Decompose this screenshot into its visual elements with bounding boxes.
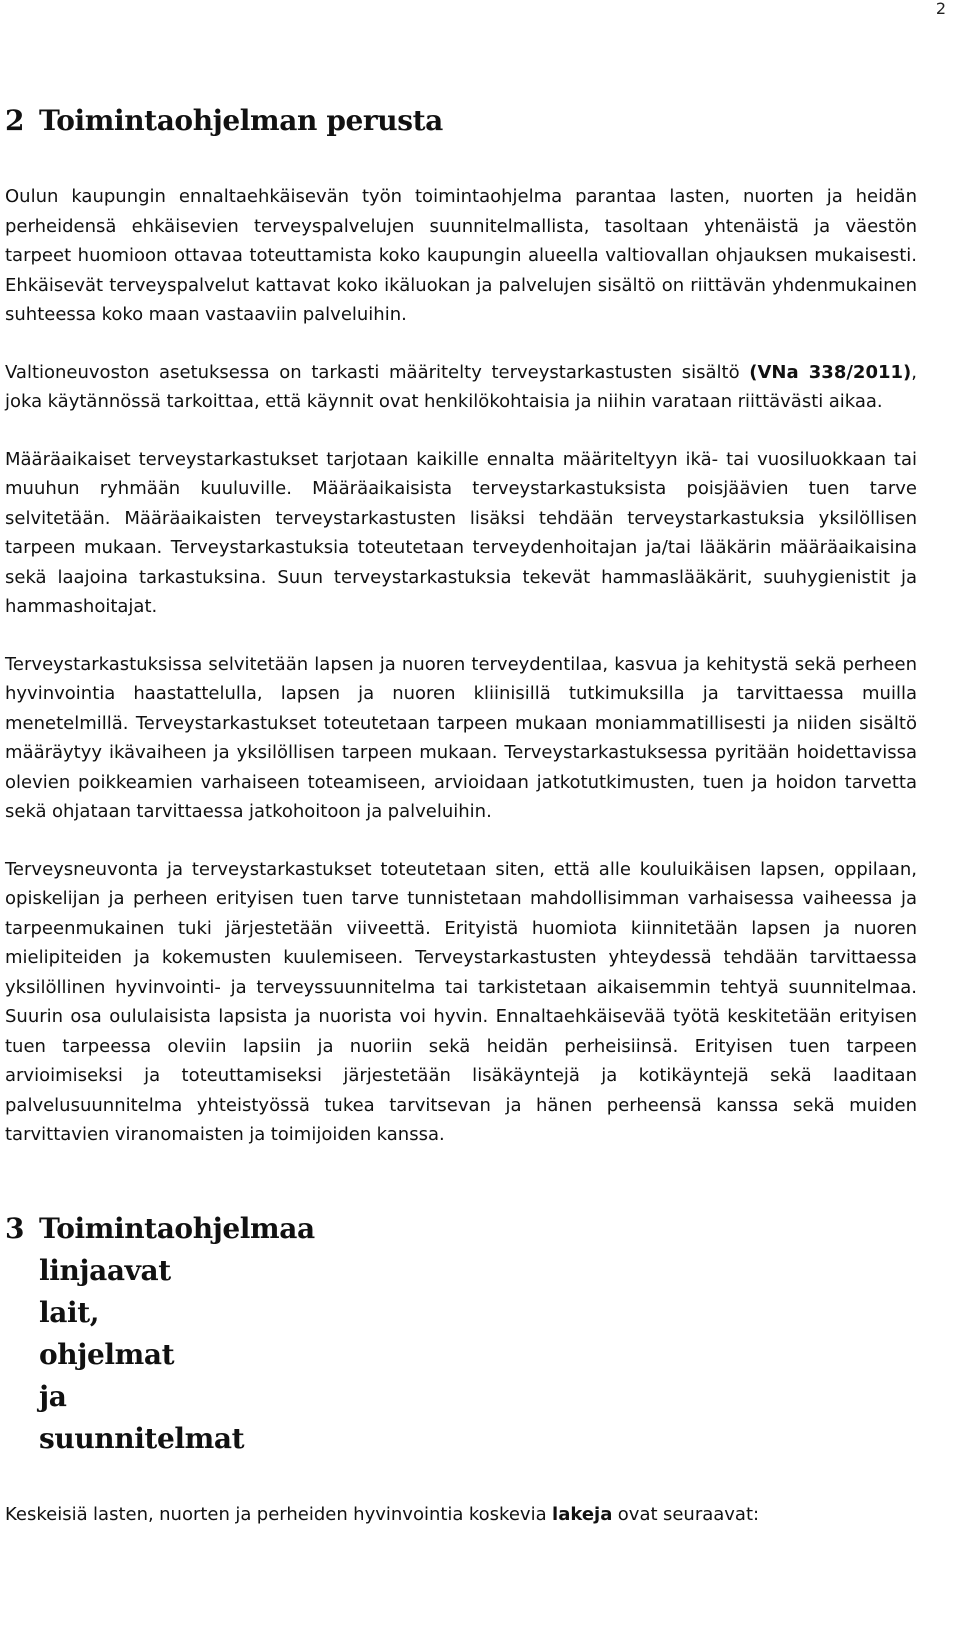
section-3-heading: [5, 1208, 917, 1460]
title-word: Toimintaohjelmaa: [39, 1211, 315, 1245]
title-word: linjaavat: [39, 1253, 171, 1287]
section-2-heading: [5, 100, 917, 142]
section-3-title-line-2: suunnitelmat: [39, 1421, 245, 1455]
laws-intro-text-a: Keskeisiä lasten, nuorten ja perheiden hyvinvointia koskevia: [5, 1503, 553, 1525]
section-3-title-line-1: [39, 1208, 917, 1418]
title-word: lait,: [39, 1295, 100, 1329]
laws-keyword: lakeja: [552, 1503, 613, 1525]
laws-intro-text-b: ovat seuraavat:: [612, 1503, 760, 1525]
section-2-number: 2: [5, 104, 25, 137]
regulation-reference: (VNa 338/2011): [749, 361, 912, 383]
paragraph-3: Määräaikaiset terveystarkastukset tarjotaan kaikille ennalta määriteltyyn ikä- tai vuosiluokkaan tai muuhun ryhmään kuuluville. Määräaikaisista terveystarkastuksista poisjäävien tuen tarve selvitetään. Määräaikaisten terveystarkastusten lisäksi tehdään terveystarkastuksia yksilöllisen tarpeen mukaan. Terveystarkastuksia toteutetaan terveydenhoitajan ja/tai lääkärin määräaikaisina sekä laajoina tarkastuksina. Suun terveystarkastuksia tekevät hammaslääkärit, suuhygienistit ja hammashoitajat.: [5, 448, 917, 617]
paragraph-4: Terveystarkastuksissa selvitetään lapsen ja nuoren terveydentilaa, kasvua ja kehitystä sekä perheen hyvinvointia haastattelulla, lapsen ja nuoren kliinisillä tutkimuksilla ja tarvittaessa muilla menetelmillä. Terveystarkastukset toteutetaan tarpeen mukaan moniammatillisesti ja niiden sisältö määräytyy ikävaiheen ja yksilöllisen tarpeen mukaan. Terveystarkastuksessa pyritään hoidettavissa olevien poikkeamien varhaiseen toteamiseen, arvioidaan jatkotutkimusten, tuen ja hoidon tarvetta sekä ohjataan tarvittaessa jatkohoitoon ja palveluihin.: [5, 653, 917, 822]
paragraph-2-text-b: , joka käytännössä tarkoittaa, että käynnit ovat henkilökohtaisia ja niihin varataan riittävästi aikaa.: [5, 361, 917, 412]
section-2-title: Toimintaohjelman perusta: [39, 104, 443, 137]
laws-intro: [5, 1500, 917, 1530]
paragraph-2: [5, 358, 917, 417]
section-3-number: 3: [5, 1211, 25, 1245]
paragraph-2-text-a: Valtioneuvoston asetuksessa on tarkasti määritelty terveystarkastusten sisältö: [5, 361, 750, 383]
page-number: 2: [935, 0, 946, 18]
section-3-title: [39, 1208, 917, 1460]
document-body: [5, 100, 917, 1529]
title-word: ohjelmat: [39, 1337, 175, 1371]
title-word: ja: [39, 1379, 67, 1413]
paragraph-5: Terveysneuvonta ja terveystarkastukset toteutetaan siten, että alle kouluikäisen lapsen, oppilaan, opiskelijan ja perheen erityisen tuen tarve tunnistetaan mahdollisimman varhaisessa vaiheessa ja tarpeenmukainen tuki järjestetään viiveettä. Erityistä huomiota kiinnitetään lapsen ja nuoren mielipiteiden ja kokemusten kuulemiseen. Terveystarkastusten yhteydessä tehdään tarvittaessa yksilöllinen hyvinvointi- ja terveyssuunnitelma tai tarkistetaan aikaisemmin tehtyä suunnitelmaa. Suurin osa oululaisista lapsista ja nuorista voi hyvin. Ennaltaehkäisevää työtä keskitetään erityisen tuen tarpeessa oleviin lapsiin ja nuoriin sekä heidän perheisiinsä. Erityisen tuen tarpeen arvioimiseksi ja toteuttamiseksi järjestetään lisäkäyntejä ja kotikäyntejä sekä laaditaan palvelusuunnitelma yhteistyössä tukea tarvitsevan ja hänen perheensä kanssa sekä muiden tarvittavien viranomaisten ja toimijoiden kanssa.: [5, 858, 917, 1145]
paragraph-1: Oulun kaupungin ennaltaehkäisevän työn toimintaohjelma parantaa lasten, nuorten ja heidän perheidensä ehkäisevien terveyspalvelujen suunnitelmallista, tasoltaan yhtenäistä ja väestön tarpeet huomioon ottavaa toteuttamista koko kaupungin alueella valtiovallan ohjauksen mukaisesti. Ehkäisevät terveyspalvelut kattavat koko ikäluokan ja palvelujen sisältö on riittävän yhdenmukainen suhteessa koko maan vastaaviin palveluihin.: [5, 186, 917, 325]
